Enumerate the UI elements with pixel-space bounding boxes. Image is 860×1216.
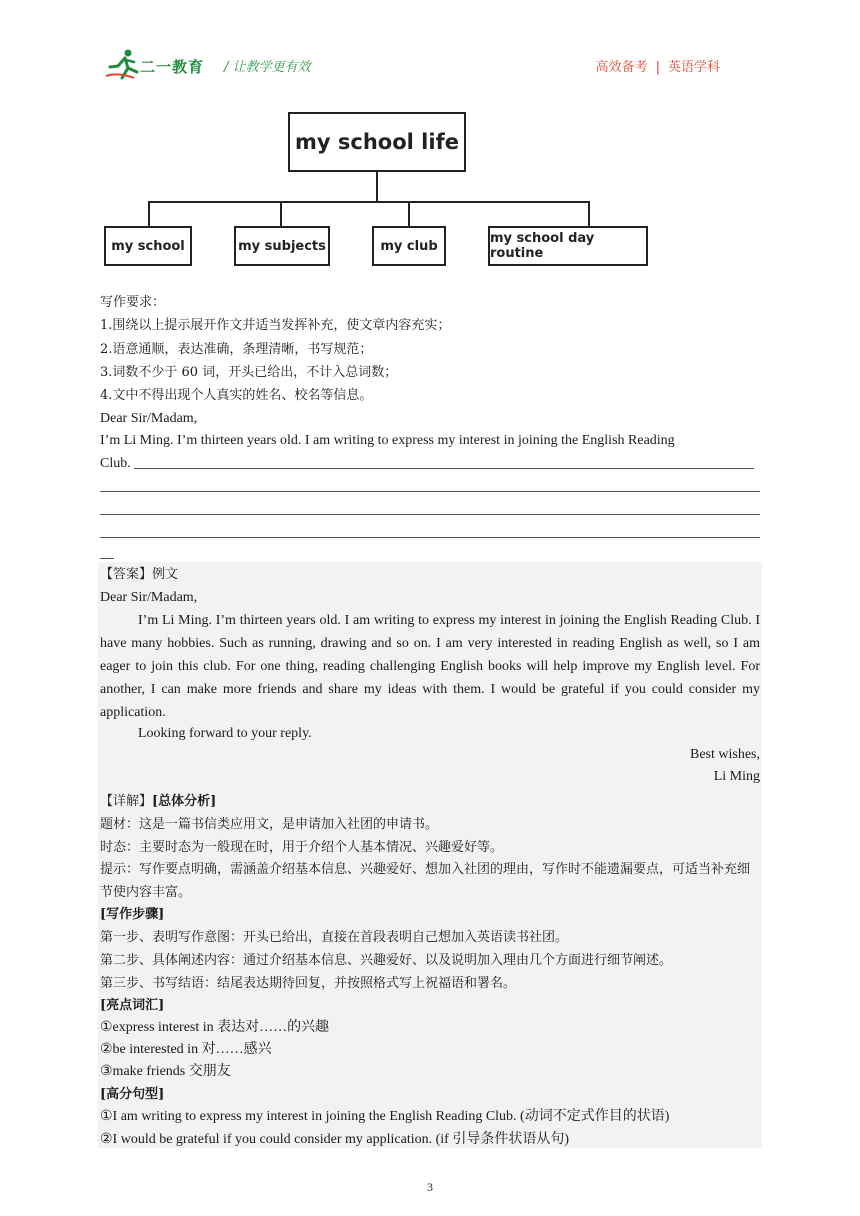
diagram-connector (408, 201, 410, 226)
step-item: 第三步、书写结语：结尾表达期待回复，并按照格式写上祝福语和署名。 (100, 976, 517, 991)
analysis-label: 【详解】 (100, 794, 153, 809)
diagram-connector (376, 172, 378, 202)
school-life-diagram (100, 108, 660, 276)
brand-name: 二一教育 (140, 58, 205, 76)
requirement-item: 1.围绕以上提示展开作文并适当发挥补充，使文章内容充实； (100, 318, 451, 333)
prompt-greeting: Dear Sir/Madam, (100, 411, 198, 426)
header-subject (596, 56, 720, 75)
diagram-connector (588, 201, 590, 226)
sentences-title-text: [高分句型] (100, 1087, 165, 1102)
writing-blank-line (100, 537, 760, 538)
vocab-item: ②be interested in 对……感兴 (100, 1042, 272, 1057)
slogan: / 让教学更有效 (224, 60, 311, 75)
writing-blank-line (100, 558, 114, 559)
running-figure-logo-icon (104, 48, 144, 82)
vocab-title-text: [亮点词汇] (100, 998, 165, 1013)
answer-closing: Looking forward to your reply. (138, 726, 312, 741)
sentence-item: ①I am writing to express my interest in joining the English Reading Club. (动词不定式作目的状语) (100, 1109, 670, 1124)
steps-title (100, 905, 164, 925)
step-item: 第二步、具体阐述内容：通过介绍基本信息、兴趣爱好、以及说明加入理由几个方面进行细节阐述。 (100, 953, 673, 968)
diagram-node-my-school: my school (104, 226, 192, 266)
diagram-connector (280, 201, 282, 226)
sentence-item: ②I would be grateful if you could consider my application. (if 引导条件状语从句) (100, 1132, 570, 1147)
answer-body (100, 609, 760, 724)
answer-label: 【答案】例文 (100, 567, 179, 582)
writing-blank-line (134, 468, 754, 469)
requirements-title: 写作要求： (100, 295, 166, 310)
requirement-item: 2.语意通顺，表达准确，条理清晰，书写规范； (100, 342, 373, 357)
writing-blank-line (100, 514, 760, 515)
diagram-node-my-subjects: my subjects (234, 226, 330, 266)
analysis-item: 题材：这是一篇书信类应用文，是申请加入社团的申请书。 (100, 817, 439, 832)
vocab-item: ①express interest in 表达对……的兴趣 (100, 1020, 330, 1035)
analysis-item: 时态：主要时态为一般现在时，用于介绍个人基本情况、兴趣爱好等。 (100, 840, 504, 855)
prompt-opening-line-2: Club. (100, 456, 131, 471)
answer-signature: Li Ming (713, 769, 760, 784)
page-header (100, 42, 760, 88)
diagram-connector (148, 201, 588, 203)
answer-body-text: I’m Li Ming. I’m thirteen years old. I am writing to express my interest in joining the English Reading Club. I have many hobbies. Such as running, drawing and so on. I am very interested in reading English as well, so I am eager to join this club. For one thing, reading challenging English books will help improve my English level. For another, I can make more friends and share my ideas with them. I would be grateful if you could consider my application. (100, 613, 760, 720)
analysis-item: 提示：写作要点明确，需涵盖介绍基本信息、兴趣爱好、想加入社团的理由，写作时不能遗漏要点，可适当补充细节使内容丰富。 (100, 862, 751, 900)
overall-analysis-title: [总体分析] (152, 794, 217, 809)
analysis-heading (100, 792, 216, 812)
writing-blank-line (100, 491, 760, 492)
header-separator: | (655, 60, 660, 75)
prompt-opening-line: I’m Li Ming. I’m thirteen years old. I am writing to express my interest in joining the English Reading (100, 433, 675, 448)
diagram-node-my-club: my club (372, 226, 446, 266)
page-number: 3 (427, 1180, 433, 1194)
answer-wishes: Best wishes, (690, 747, 760, 762)
requirement-item: 4.文中不得出现个人真实的姓名、校名等信息。 (100, 388, 373, 403)
header-tag-subject: 英语学科 (667, 60, 720, 75)
step-item: 第一步、表明写作意图：开头已给出，直接在首段表明自己想加入英语读书社团。 (100, 930, 569, 945)
steps-title-text: [写作步骤] (100, 907, 165, 922)
diagram-node-day-routine: my school day routine (488, 226, 648, 266)
sentences-title (100, 1085, 164, 1105)
header-tag-prep: 高效备考 (595, 60, 648, 75)
diagram-connector (148, 201, 150, 226)
requirement-item: 3.词数不少于 60 词，开头已给出，不计入总词数； (100, 365, 398, 380)
answer-greeting: Dear Sir/Madam, (100, 590, 198, 605)
vocab-title (100, 996, 164, 1016)
diagram-root-node: my school life (288, 112, 466, 172)
vocab-item: ③make friends 交朋友 (100, 1064, 231, 1079)
